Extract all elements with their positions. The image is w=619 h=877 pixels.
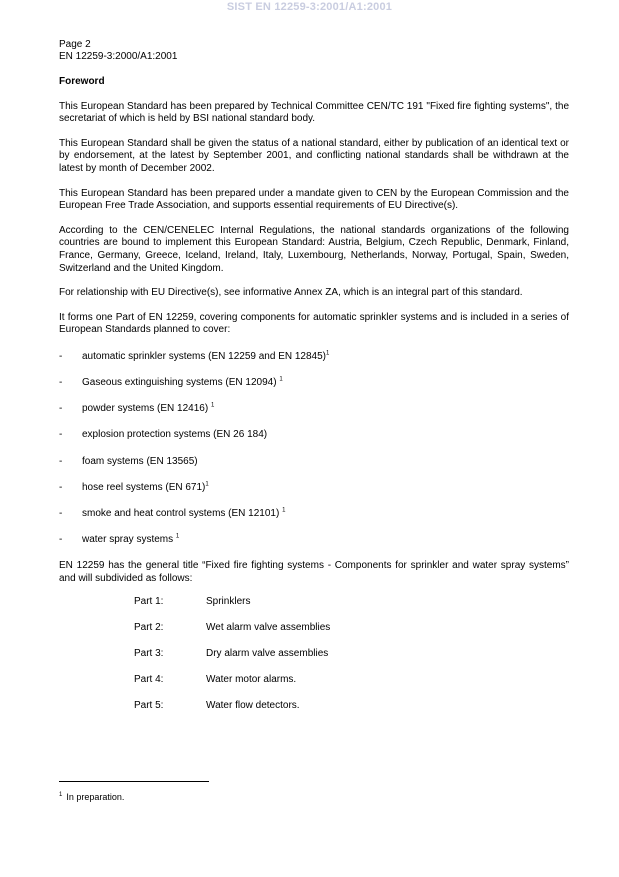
list-item-text: water spray systems: [82, 534, 176, 546]
list-dash: -: [59, 350, 63, 362]
part-row: [134, 700, 569, 713]
part-row: [134, 674, 569, 687]
part-row: [134, 622, 569, 635]
part-number: Part 3:: [134, 647, 164, 659]
list-item: [59, 351, 569, 364]
part-title: Wet alarm valve assemblies: [206, 621, 331, 633]
paragraph: This European Standard has been prepared under a mandate given to CEN by the European Commission and the European Free Trade Association, and supports essential requirements of EU Directive(s).: [59, 187, 569, 212]
paragraph: According to the CEN/CENELEC Internal Regulations, the national standards organizations of the following countries are bound to implement this European Standard: Austria, Belgium, Czech Republic, Denmark, Finland, France, Germany, Greece, Iceland, Ireland, Italy, Luxembourg, Netherlands, Norway, Portugal, Spain, Sweden, Switzerland and the United Kingdom.: [59, 224, 569, 274]
part-title: Sprinklers: [206, 595, 251, 607]
list-item: [59, 456, 569, 469]
list-item-text: smoke and heat control systems (EN 12101): [82, 508, 283, 520]
footnote-ref: 1: [175, 533, 180, 540]
list-item-text: foam systems (EN 13565): [82, 455, 198, 467]
footnote-ref: 1: [279, 376, 283, 383]
footnote-ref: 1: [210, 402, 215, 409]
part-row: [134, 596, 569, 609]
paragraph: For relationship with EU Directive(s), see informative Annex ZA, which is an integral part of this standard.: [59, 287, 523, 299]
list-item-text: Gaseous extinguishing systems (EN 12094): [82, 377, 280, 389]
list-dash: -: [59, 403, 63, 415]
list-item: [59, 508, 569, 521]
part-number: Part 2:: [134, 621, 164, 633]
document-body: [59, 39, 569, 727]
list-dash: -: [59, 377, 63, 389]
list-item-text: powder systems (EN 12416): [82, 403, 211, 415]
footnote-text: In preparation.: [66, 792, 125, 802]
list-dash: -: [59, 429, 63, 441]
footnote-ref: 1: [326, 350, 330, 357]
list-item-text: hose reel systems (EN 671): [82, 481, 206, 493]
list-dash: -: [59, 508, 63, 520]
footnote-divider: [59, 781, 209, 782]
systems-list: [59, 351, 569, 547]
list-item-text: explosion protection systems (EN 26 184): [82, 429, 268, 441]
page-number: Page 2: [59, 39, 91, 50]
footnote: [59, 791, 124, 804]
part-number: Part 4:: [134, 674, 164, 686]
paragraph: This European Standard has been prepared by Technical Committee CEN/TC 191 "Fixed fire fighting systems", the secretariat of which is held by BSI national standard body.: [59, 100, 569, 125]
paragraph: It forms one Part of EN 12259, covering components for automatic sprinkler systems and is included in a series of European Standards planned to cover:: [59, 311, 569, 336]
parts-list: [59, 596, 569, 713]
part-title: Water flow detectors.: [206, 700, 300, 712]
list-item: [59, 429, 569, 442]
list-dash: -: [59, 481, 63, 493]
part-number: Part 1:: [134, 595, 164, 607]
footnote-mark: 1: [59, 792, 63, 798]
part-row: [134, 648, 569, 661]
part-number: Part 5:: [134, 700, 164, 712]
list-item: [59, 482, 569, 495]
list-item: [59, 534, 569, 547]
list-dash: -: [59, 455, 63, 467]
document-id: EN 12259-3:2000/A1:2001: [59, 50, 178, 62]
list-dash: -: [59, 534, 63, 546]
list-item-text: automatic sprinkler systems (EN 12259 and EN 12845): [82, 350, 327, 362]
watermark: SIST EN 12259-3:2001/A1:2001: [226, 1, 393, 13]
general-title-paragraph: EN 12259 has the general title “Fixed fire fighting systems - Components for sprinkler and water spray systems” and will subdivided as follows:: [59, 560, 569, 584]
part-title: Dry alarm valve assemblies: [206, 647, 329, 659]
list-item: [59, 403, 569, 416]
section-heading: Foreword: [59, 76, 105, 87]
paragraph: This European Standard shall be given the status of a national standard, either by publication of an identical text or by endorsement, at the latest by September 2001, and conflicting national standards shall be withdrawn at the latest by month of December 2002.: [59, 137, 569, 174]
footnote-ref: 1: [282, 507, 286, 514]
footnote-ref: 1: [205, 481, 209, 488]
part-title: Water motor alarms.: [206, 674, 297, 686]
list-item: [59, 377, 569, 390]
